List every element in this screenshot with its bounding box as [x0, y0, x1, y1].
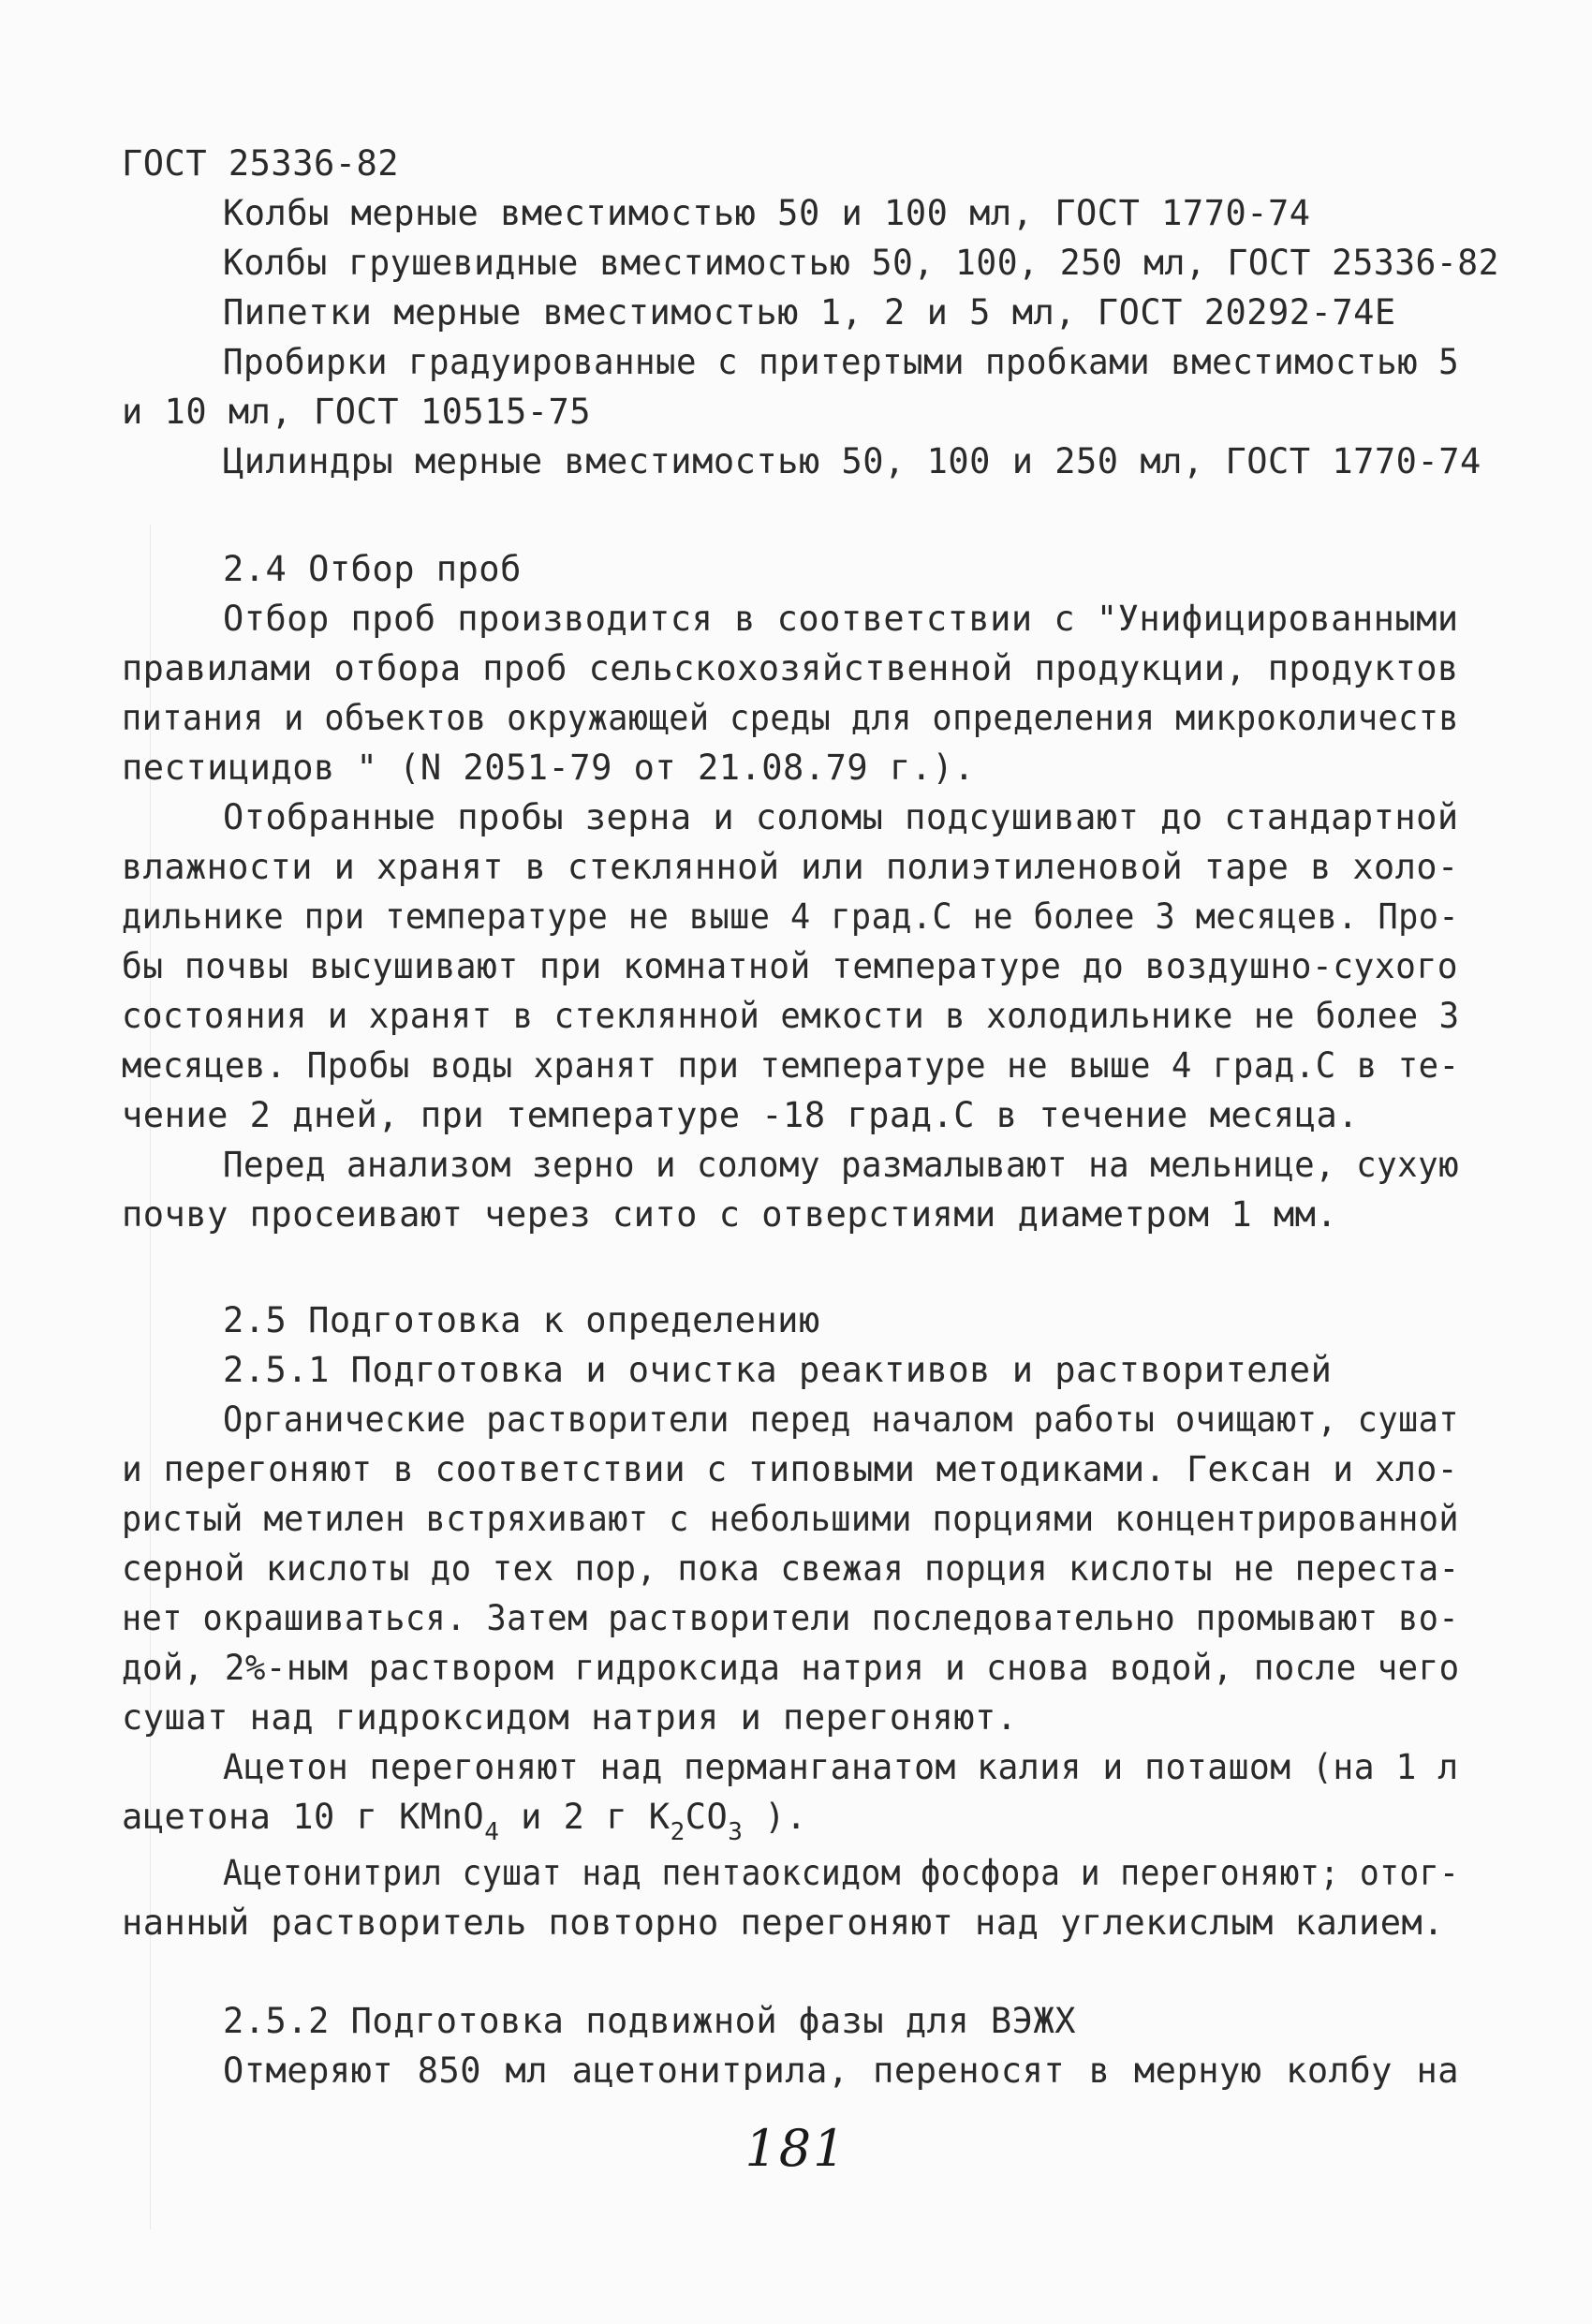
- formula-part: ).: [743, 1797, 807, 1837]
- text-line: [0, 1496, 1592, 1543]
- line-text: Перед анализом зерно и солому размалывают на мельнице, сухую: [223, 1145, 1460, 1185]
- line-text: ГОСТ 25336-82: [122, 143, 400, 184]
- text-line: [0, 1192, 1592, 1238]
- line-text: Отобранные пробы зерна и соломы подсушивают до стандартной: [223, 797, 1459, 837]
- line-text: Отбор проб производится в соответствии с "Унифицированными: [223, 599, 1459, 639]
- text-line: [0, 645, 1592, 692]
- formula-part: ацетона 10 г KMnO: [122, 1797, 485, 1837]
- text-line: [0, 1397, 1592, 1443]
- text-line: [0, 1744, 1592, 1791]
- text-line: [0, 1092, 1592, 1139]
- text-line: [0, 596, 1592, 643]
- line-text: бы почвы высушивают при комнатной температуре до воздушно-сухого: [122, 946, 1459, 986]
- text-line: [0, 190, 1592, 237]
- line-text: нанный растворитель повторно перегоняют над углекислым калием.: [122, 1902, 1445, 1943]
- line-text: ристый метилен встряхивают с небольшими порциями концентрированной: [122, 1499, 1460, 1539]
- line-text: Ацетонитрил сушат над пентаоксидом фосфора и перегоняют; отог-: [223, 1853, 1460, 1893]
- text-line: [0, 894, 1592, 940]
- text-line: [0, 240, 1592, 287]
- subsection-heading: [0, 1347, 1592, 1394]
- line-text: серной кислоты до тех пор, пока свежая порция кислоты не переста-: [122, 1548, 1460, 1589]
- section-heading: [0, 1297, 1592, 1344]
- text-line: [0, 339, 1592, 386]
- text-line: [0, 389, 1592, 436]
- line-text: Ацетон перегоняют над перманганатом калия и поташом (на 1 л: [223, 1747, 1459, 1787]
- formula-text: [122, 1794, 807, 1846]
- text-line: [0, 1142, 1592, 1189]
- line-text: состояния и хранят в стеклянной емкости в холодильнике не более 3: [122, 996, 1460, 1036]
- line-text: нет окрашиваться. Затем растворители последовательно промывают во-: [122, 1598, 1460, 1638]
- line-text: правилами отбора проб сельскохозяйственной продукции, продуктов: [122, 648, 1459, 688]
- subsection-heading: [0, 1998, 1592, 2045]
- text-line: [0, 1546, 1592, 1592]
- text-line: [0, 1645, 1592, 1692]
- line-text: Пробирки градуированные с притертыми пробками вместимостью 5: [223, 342, 1460, 382]
- line-text: питания и объектов окружающей среды для определения микроколичеств: [122, 698, 1460, 738]
- formula-subscript: 2: [670, 1818, 685, 1846]
- line-text: месяцев. Пробы воды хранят при температуре не выше 4 град.С в те-: [122, 1045, 1460, 1086]
- line-text: пестицидов " (N 2051-79 от 21.08.79 г.).: [122, 748, 976, 788]
- formula-part: CO: [685, 1797, 729, 1837]
- line-text: 2.4 Отбор проб: [223, 549, 522, 589]
- line-text: и перегоняют в соответствии с типовыми методиками. Гексан и хло-: [122, 1449, 1459, 1489]
- line-text: влажности и хранят в стеклянной или полиэтиленовой таре в холо-: [122, 847, 1459, 887]
- text-line: [0, 1850, 1592, 1897]
- text-line: [0, 1595, 1592, 1642]
- line-text: Органические растворители перед началом работы очищают, сушат: [223, 1399, 1459, 1440]
- line-text: Колбы мерные вместимостью 50 и 100 мл, ГОСТ 1770-74: [223, 193, 1311, 233]
- line-text: 2.5 Подготовка к определению: [223, 1300, 820, 1340]
- formula-part: и 2 г K: [499, 1797, 671, 1837]
- line-text: Цилиндры мерные вместимостью 50, 100 и 250 мл, ГОСТ 1770-74: [223, 441, 1481, 481]
- line-text: Пипетки мерные вместимостью 1, 2 и 5 мл, ГОСТ 20292-74Е: [223, 292, 1396, 333]
- text-line: [0, 943, 1592, 990]
- text-line: [0, 2048, 1592, 2095]
- text-line: [0, 993, 1592, 1040]
- line-text: почву просеивают через сито с отверстиями диаметром 1 мм.: [122, 1194, 1338, 1235]
- text-line: [0, 438, 1592, 485]
- text-line: [0, 794, 1592, 841]
- text-line: [0, 745, 1592, 792]
- formula-subscript: 4: [484, 1818, 500, 1846]
- line-text: сушат над гидроксидом натрия и перегоняют.: [122, 1697, 1018, 1738]
- text-line: [0, 844, 1592, 891]
- line-text: дильнике при температуре не выше 4 град.С не более 3 месяцев. Про-: [122, 896, 1460, 937]
- text-line: [0, 141, 1592, 187]
- text-line: [0, 1043, 1592, 1089]
- line-text: дой, 2%-ным раствором гидроксида натрия и снова водой, после чего: [122, 1648, 1460, 1688]
- line-text: 2.5.2 Подготовка подвижной фазы для ВЭЖХ: [223, 2001, 1077, 2041]
- text-line: [0, 695, 1592, 742]
- text-line: [0, 1695, 1592, 1741]
- line-text: Отмеряют 850 мл ацетонитрила, переносят в мерную колбу на: [223, 2050, 1459, 2091]
- section-heading: [0, 546, 1592, 593]
- text-line: [0, 1900, 1592, 1947]
- formula-subscript: 3: [728, 1818, 744, 1846]
- line-text: и 10 мл, ГОСТ 10515-75: [122, 392, 592, 432]
- formula-line: [0, 1794, 1592, 1852]
- text-line: [0, 289, 1592, 336]
- line-text: Колбы грушевидные вместимостью 50, 100, 250 мл, ГОСТ 25336-82: [223, 243, 1499, 283]
- line-text: чение 2 дней, при температуре -18 град.С в течение месяца.: [122, 1095, 1360, 1135]
- page-number: 181: [744, 2119, 848, 2178]
- line-text: 2.5.1 Подготовка и очистка реактивов и растворителей: [223, 1350, 1333, 1390]
- text-line: [0, 1446, 1592, 1493]
